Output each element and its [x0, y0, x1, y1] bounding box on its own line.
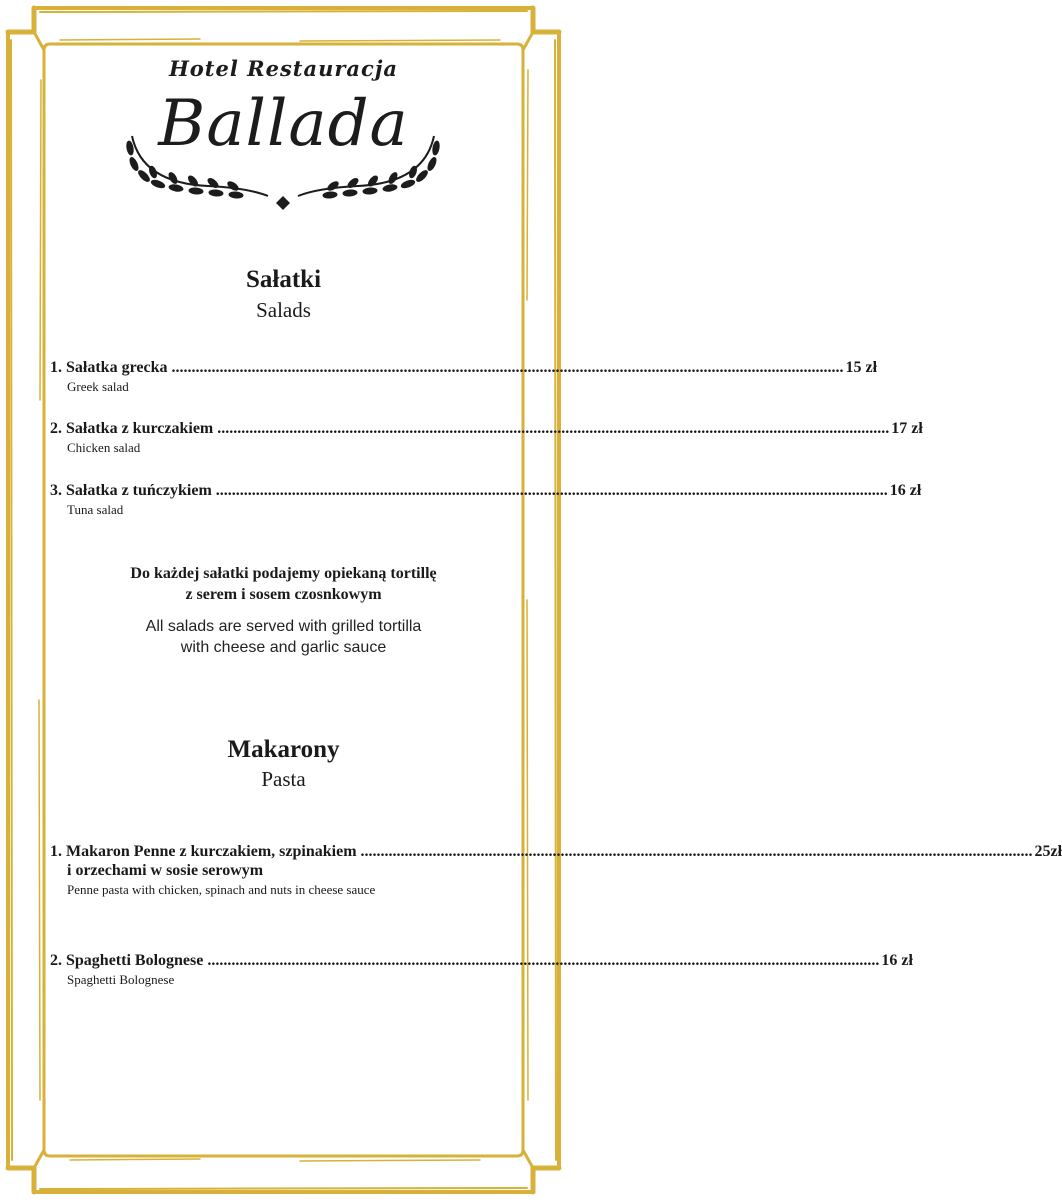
salads-note-english: [0, 616, 567, 658]
item-name-continuation: i orzechami w sosie serowym: [67, 862, 264, 879]
dot-leader: ........................................................................................................................................................................: [207, 952, 880, 969]
item-price: 17 zł: [891, 420, 923, 437]
item-price: 15 zł: [845, 359, 878, 376]
dot-leader: ........................................................................................................................................................................: [171, 359, 844, 376]
logo-hotel-restauracja: Hotel Restauracja: [168, 56, 399, 81]
logo-ballada: Ballada: [158, 87, 409, 161]
item-english-name: Chicken salad: [67, 440, 141, 455]
item-english-name: Tuna salad: [67, 502, 124, 517]
dot-leader: ........................................................................................................................................................................: [217, 420, 890, 437]
note-line: Do każdej sałatki podajemy opiekaną tortillę: [130, 565, 437, 582]
menu-item-chicken-salad: [50, 420, 923, 456]
item-english-name: Penne pasta with chicken, spinach and nuts in cheese sauce: [67, 882, 376, 897]
item-price: 16 zł: [889, 482, 922, 499]
section-subtitle-salads: Salads: [256, 298, 311, 322]
item-name: 2. Spaghetti Bolognese: [50, 952, 204, 969]
laurel-ornament-icon: [118, 128, 448, 213]
menu-item-spaghetti: [50, 952, 913, 988]
menu-item-greek-salad: [50, 359, 878, 395]
menu-item-tuna-salad: [50, 482, 922, 518]
section-subtitle-pasta: Pasta: [261, 767, 306, 791]
item-english-name: Spaghetti Bolognese: [67, 972, 175, 987]
item-price: 16 zł: [881, 952, 913, 969]
dot-leader: ........................................................................................................................................................................: [215, 482, 888, 499]
menu-item-penne: [50, 843, 1062, 898]
item-name: 1. Makaron Penne z kurczakiem, szpinakiem: [50, 843, 357, 860]
section-title-salads: Sałatki: [245, 266, 322, 293]
note-line: z serem i sosem czosnkowym: [185, 586, 382, 603]
note-line: All salads are served with grilled tortilla: [145, 618, 422, 635]
item-english-name: Greek salad: [67, 379, 129, 394]
item-price: 25zł: [1034, 843, 1062, 860]
section-title-pasta: Makarony: [227, 736, 340, 763]
dot-leader: ........................................................................................................................................................................: [360, 843, 1033, 860]
item-name: 1. Sałatka grecka: [50, 359, 168, 376]
note-line: with cheese and garlic sauce: [180, 639, 387, 656]
item-name: 2. Sałatka z kurczakiem: [50, 420, 214, 437]
salads-note-polish: [0, 563, 567, 605]
item-name: 3. Sałatka z tuńczykiem: [50, 482, 212, 499]
